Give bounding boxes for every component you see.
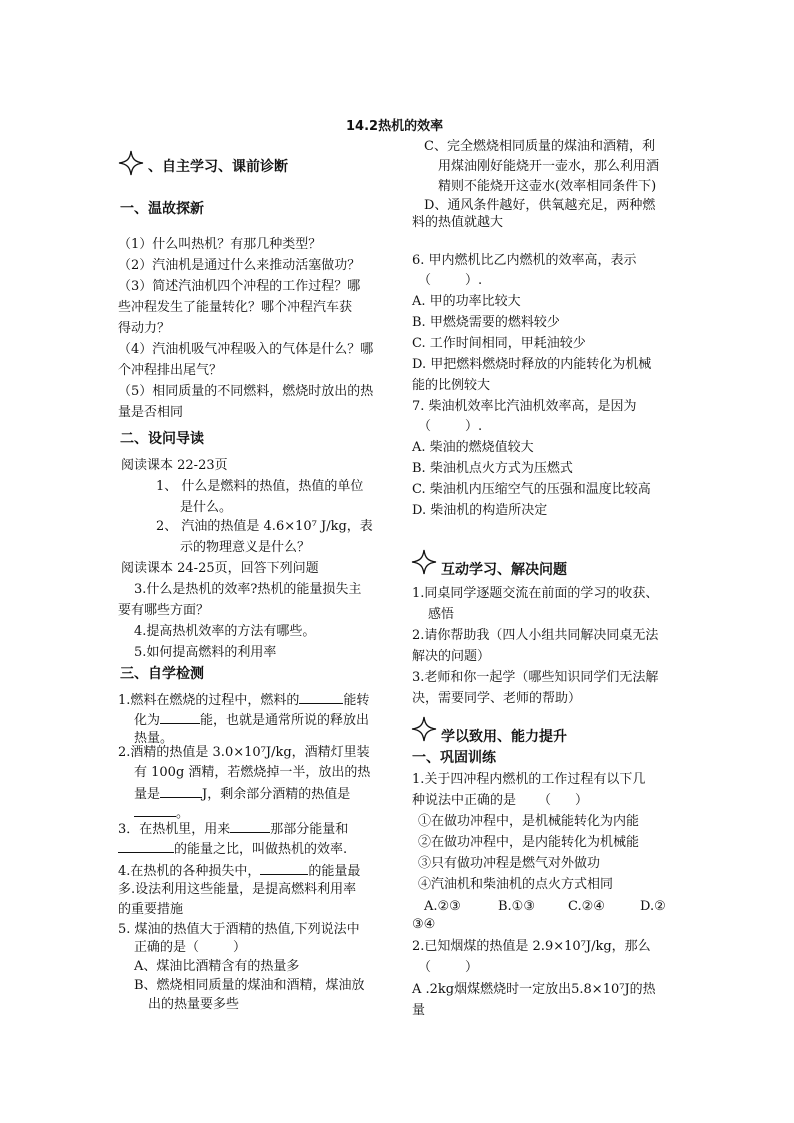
option-a-cont: 量 xyxy=(412,1003,426,1018)
statement-item: ④汽油机和柴油机的点火方式相同 xyxy=(418,877,614,892)
review-line: （3）简述汽油机四个冲程的工作过程？哪 xyxy=(118,279,361,294)
question-7: 7. 柴油机效率比汽油机效率高，是因为 xyxy=(412,399,637,414)
answer-blank[interactable] xyxy=(134,802,176,817)
section-interact: 互动学习、解决问题 xyxy=(441,562,567,578)
option-d: D. 甲把燃料燃烧时释放的内能转化为机械 xyxy=(412,357,652,372)
review-line: （5）相同质量的不同燃料，燃烧时放出的热 xyxy=(118,384,374,399)
test-q4-cont: 多.设法利用这些能量，是提高燃料利用率 xyxy=(118,882,357,897)
answer-blank[interactable] xyxy=(160,783,202,798)
answer-blank[interactable] xyxy=(160,709,200,724)
interact-line: 1.同桌同学逐题交流在前面的学习的收获、 xyxy=(412,586,659,601)
choice-a: A.②③ xyxy=(424,899,461,914)
guide-line: 5.如何提高燃料的利用率 xyxy=(134,645,277,660)
heading-consolidation: 一、巩固训练 xyxy=(412,750,496,766)
question-6-paren: （ ）. xyxy=(418,273,483,288)
option-d-cont: 料的热值就越大 xyxy=(412,215,504,230)
review-line: 个冲程排出尾气？ xyxy=(118,363,223,378)
option-a: A、煤油比酒精含有的热量多 xyxy=(134,959,300,974)
choice-b: B.①③ xyxy=(498,899,535,914)
question-6: 6. 甲内燃机比乙内燃机的效率高，表示 xyxy=(412,253,637,268)
guide-line: 是什么。 xyxy=(180,500,233,515)
test-q1-cont: 热量。 xyxy=(134,731,174,746)
option-a: A. 柴油的燃烧值较大 xyxy=(412,440,534,455)
interact-line: 3.老师和你一起学（哪些知识同学们无法解 xyxy=(412,670,659,685)
section-self-study: 、自主学习、课前诊断 xyxy=(148,159,288,175)
answer-blank[interactable] xyxy=(260,860,308,875)
test-q2-cont: 量是 J，剩余部分酒精的热值是 xyxy=(134,783,350,805)
test-q4-cont: 的重要措施 xyxy=(118,902,184,917)
guide-line: 示的物理意义是什么？ xyxy=(180,540,311,555)
heading-review: 一、温故探新 xyxy=(120,201,204,217)
test-q5-cont: 正确的是（ ） xyxy=(134,940,247,955)
choice-d-cont: ③④ xyxy=(412,917,436,932)
answer-blank[interactable] xyxy=(118,838,174,853)
interact-line: 解决的问题） xyxy=(412,649,491,664)
test-q2-cont: 。 xyxy=(134,802,189,824)
option-d: D. 柴油机的构造所决定 xyxy=(412,503,548,518)
sparkle-star-icon xyxy=(411,716,437,742)
choice-d: D.② xyxy=(640,899,666,914)
option-b: B. 柴油机点火方式为压燃式 xyxy=(412,461,573,476)
review-line: （4）汽油机吸气冲程吸入的气体是什么？哪 xyxy=(118,342,374,357)
consolidation-q1: 1.关于四冲程内燃机的工作过程有以下几 xyxy=(412,772,646,787)
interact-line: 2.请你帮助我（四人小组共同解决同桌无法 xyxy=(412,628,659,643)
review-line: 得动力？ xyxy=(118,321,171,336)
interact-line: 决，需要同学、老师的帮助） xyxy=(412,691,582,706)
consolidation-q2: 2.已知烟煤的热值是 2.9×10⁷J/kg，那么 xyxy=(412,939,651,954)
option-c-cont: 用煤油刚好能烧开一壶水，那么利用酒 xyxy=(438,159,660,174)
answer-blank[interactable] xyxy=(299,689,343,704)
test-q4: 4.在热机的各种损失中， 的能量最 xyxy=(118,860,360,882)
review-line: 些冲程发生了能量转化？哪个冲程汽车获 xyxy=(118,300,353,315)
option-d-cont: 能的比例较大 xyxy=(412,378,491,393)
consolidation-q1-cont: 种说法中正确的是 （ ） xyxy=(412,793,589,808)
statement-item: ③只有做功冲程是燃气对外做功 xyxy=(418,856,601,871)
review-line: 量是否相同 xyxy=(118,405,184,420)
reading-assignment-2: 阅读课本 24-25页，回答下列问题 xyxy=(121,561,319,576)
statement-item: ①在做功冲程中，是机械能转化为内能 xyxy=(418,814,640,829)
guide-line: 要有哪些方面？ xyxy=(118,603,210,618)
option-c-cont: 精则不能烧开这壶水(效率相同条件下) xyxy=(438,179,657,194)
test-q1-cont: 化为 能，也就是通常所说的释放出 xyxy=(134,709,369,731)
heading-self-test: 三、自学检测 xyxy=(120,666,204,682)
guide-line: 2、 汽油的热值是 4.6×10⁷ J/kg，表 xyxy=(156,519,373,534)
test-q3-cont: 的能量之比，叫做热机的效率. xyxy=(118,838,347,860)
guide-line: 4.提高热机效率的方法有哪些。 xyxy=(134,624,316,639)
test-q3: 3．在热机里，用来 那部分能量和 xyxy=(118,818,348,840)
interact-line: 感悟 xyxy=(428,607,455,622)
review-line: （2）汽油机是通过什么来推动活塞做功？ xyxy=(118,258,361,273)
option-a: A. 甲的功率比较大 xyxy=(412,294,521,309)
option-d: D、通风条件越好，供氧越充足，两种燃 xyxy=(424,198,656,213)
test-q2-cont: 有 100g 酒精，若燃烧掉一半，放出的热 xyxy=(134,765,371,780)
option-b: B、燃烧相同质量的煤油和酒精，煤油放 xyxy=(134,978,365,993)
sparkle-star-icon xyxy=(118,150,144,176)
guide-line: 3.什么是热机的效率?热机的能量损失主 xyxy=(134,582,362,597)
option-b: B. 甲燃烧需要的燃料较少 xyxy=(412,315,560,330)
option-c: C. 柴油机内压缩空气的压强和温度比较高 xyxy=(412,482,651,497)
page-title: 14.2热机的效率 xyxy=(346,119,444,134)
guide-line: 1、 什么是燃料的热值，热值的单位 xyxy=(156,479,364,494)
section-apply: 学以致用、能力提升 xyxy=(441,729,567,745)
question-7-paren: （ ）. xyxy=(418,419,483,434)
consolidation-q2-paren: （ ） xyxy=(418,960,479,975)
test-q1: 1.燃料在燃烧的过程中，燃料的 能转 xyxy=(118,689,369,711)
option-a: A .2kg烟煤燃烧时一定放出5.8×10⁷J的热 xyxy=(412,982,656,997)
statement-item: ②在做功冲程中，是内能转化为机械能 xyxy=(418,835,640,850)
option-c: C、完全燃烧相同质量的煤油和酒精，利 xyxy=(424,139,655,154)
reading-assignment-1: 阅读课本 22-23页 xyxy=(121,458,228,473)
option-b-cont: 出的热量要多些 xyxy=(148,997,240,1012)
sparkle-star-icon xyxy=(411,549,437,575)
review-line: （1）什么叫热机？有那几种类型？ xyxy=(118,237,322,252)
choice-c: C.②④ xyxy=(568,899,605,914)
test-q2: 2.酒精的热值是 3.0×10⁷J/kg，酒精灯里装 xyxy=(118,745,370,760)
test-q5: 5. 煤油的热值大于酒精的热值,下列说法中 xyxy=(118,922,360,937)
answer-blank[interactable] xyxy=(230,818,270,833)
option-c: C. 工作时间相同，甲耗油较少 xyxy=(412,336,586,351)
heading-guide: 二、设问导读 xyxy=(120,431,204,447)
